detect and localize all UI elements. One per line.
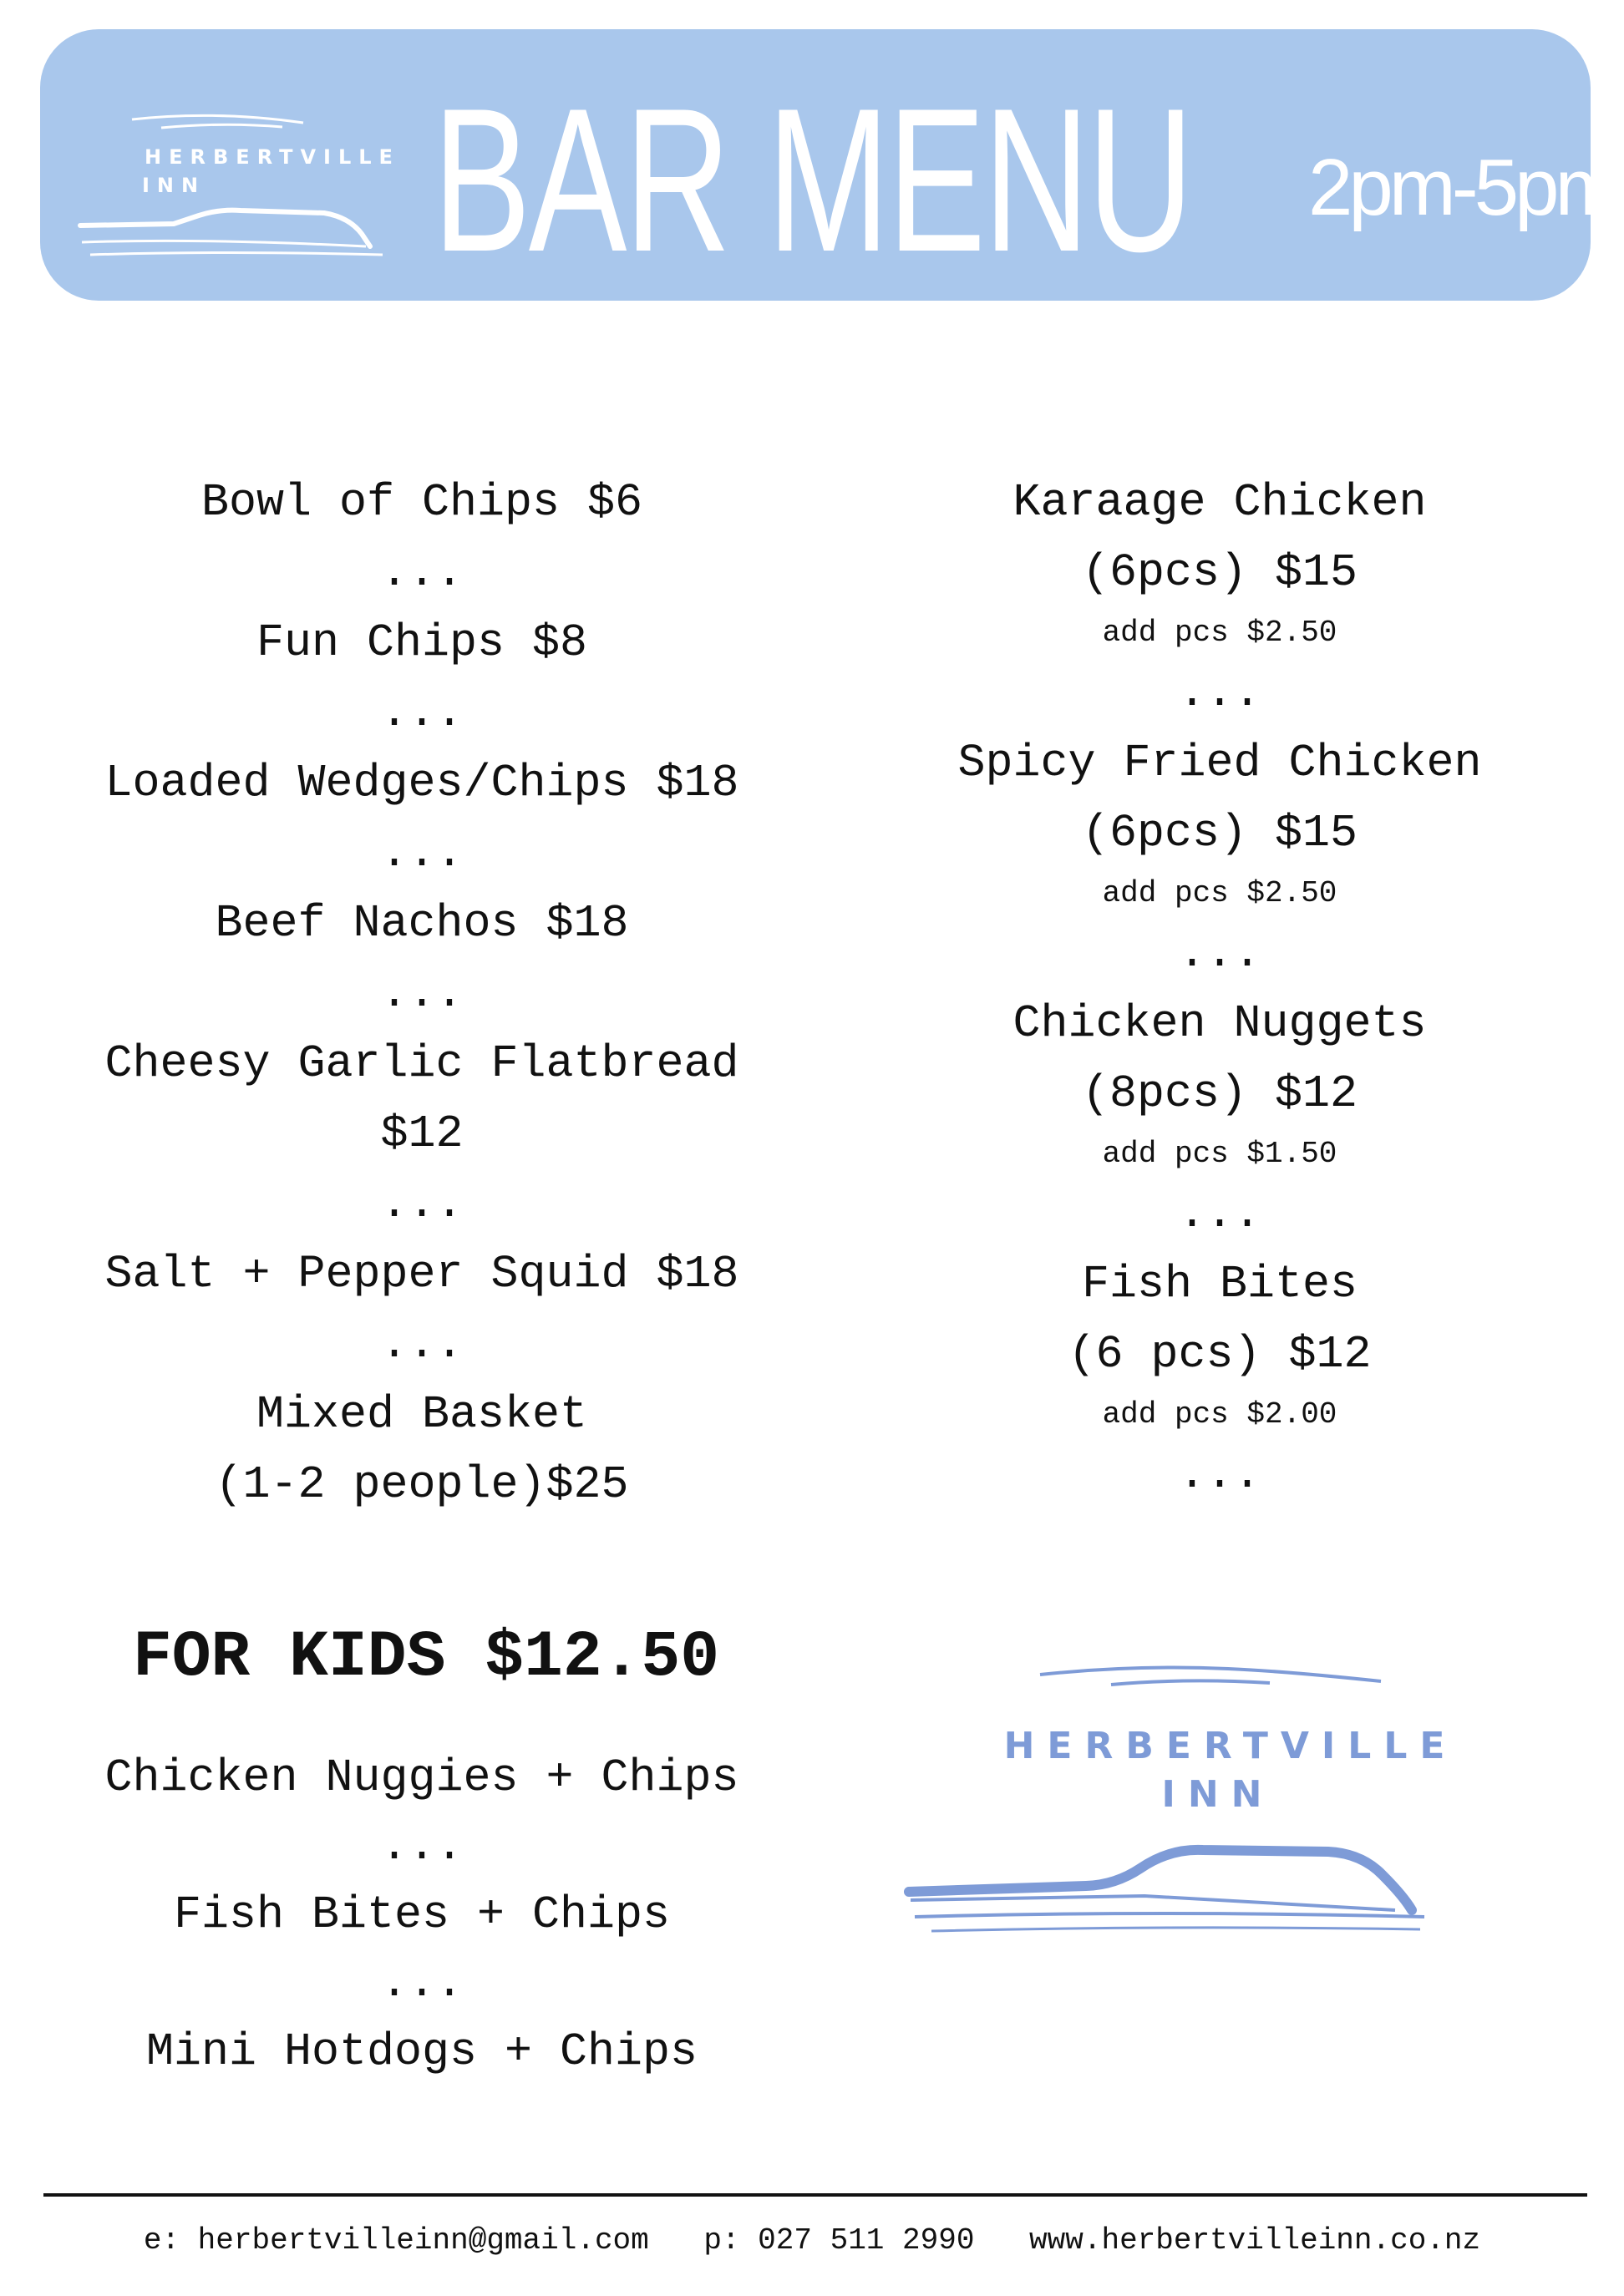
menu-item: Mixed Basket <box>256 1388 588 1441</box>
menu-item: Fun Chips $8 <box>256 616 588 669</box>
logo-name-line1: HERBERTVILLE <box>1003 1725 1458 1767</box>
menu-item: Salt + Pepper Squid $18 <box>104 1248 739 1300</box>
kids-menu-item: Mini Hotdogs + Chips <box>145 2025 698 2078</box>
footer-contact <box>0 2220 1624 2262</box>
menu-left-column <box>33 468 810 1520</box>
header-banner <box>40 29 1618 301</box>
footer-website: www.herbertvilleinn.co.nz <box>1029 2223 1481 2258</box>
kids-menu-list <box>33 1744 810 2086</box>
menu-item-addon: add pcs $2.50 <box>1102 876 1337 910</box>
footer-phone: p: 027 511 2990 <box>703 2223 975 2258</box>
separator: ... <box>380 1178 464 1230</box>
separator: ... <box>1178 1188 1261 1240</box>
kids-menu-item: Fish Bites + Chips <box>173 1888 671 1941</box>
separator: ... <box>380 1820 464 1873</box>
banner-logo-name-line1: HERBERTVILLE <box>145 145 400 169</box>
separator: ... <box>1178 1448 1261 1501</box>
menu-item-addon: add pcs $2.00 <box>1102 1397 1337 1432</box>
menu-item-name: Chicken Nuggets <box>1012 997 1427 1050</box>
menu-item-price: (6 pcs) $12 <box>1068 1328 1372 1381</box>
separator: ... <box>380 1318 464 1371</box>
separator: ... <box>1178 666 1261 719</box>
menu-item-price: (6pcs) $15 <box>1081 807 1358 859</box>
menu-right-column <box>835 468 1604 1510</box>
banner-logo <box>74 75 408 292</box>
logo-name-line2: INN <box>1161 1773 1275 1816</box>
footer-divider <box>43 2193 1587 2197</box>
page-title: BAR MENU <box>433 65 1192 294</box>
menu-item-addon: add pcs $1.50 <box>1102 1137 1337 1171</box>
kids-section-title: FOR KIDS $12.50 <box>132 1621 720 1695</box>
separator: ... <box>380 546 464 599</box>
menu-item: Loaded Wedges/Chips $18 <box>104 757 739 809</box>
hours-label: 2pm-5pm <box>1308 143 1618 232</box>
separator: ... <box>380 687 464 739</box>
separator: ... <box>380 967 464 1020</box>
menu-item-price: (8pcs) $12 <box>1081 1067 1358 1120</box>
menu-item: Cheesy Garlic Flatbread <box>104 1037 739 1090</box>
menu-item-price: $12 <box>380 1107 464 1160</box>
footer-email: e: herbertvilleinn@gmail.com <box>143 2223 649 2258</box>
menu-item-addon: add pcs $2.50 <box>1102 616 1337 650</box>
separator: ... <box>380 827 464 879</box>
menu-item: Bowl of Chips $6 <box>200 476 643 529</box>
menu-item-name: Karaage Chicken <box>1012 476 1427 529</box>
banner-logo-name-line2: INN <box>141 174 206 197</box>
menu-item-detail: (1-2 people)$25 <box>215 1458 629 1511</box>
kids-menu-item: Chicken Nuggies + Chips <box>104 1751 739 1804</box>
menu-item-name: Spicy Fried Chicken <box>957 737 1482 789</box>
herbertville-inn-logo <box>894 1641 1537 1975</box>
menu-item: Beef Nachos $18 <box>215 897 629 950</box>
menu-item-price: (6pcs) $15 <box>1081 546 1358 599</box>
separator: ... <box>1178 927 1261 980</box>
menu-item-name: Fish Bites <box>1081 1258 1358 1310</box>
separator: ... <box>380 1957 464 2010</box>
